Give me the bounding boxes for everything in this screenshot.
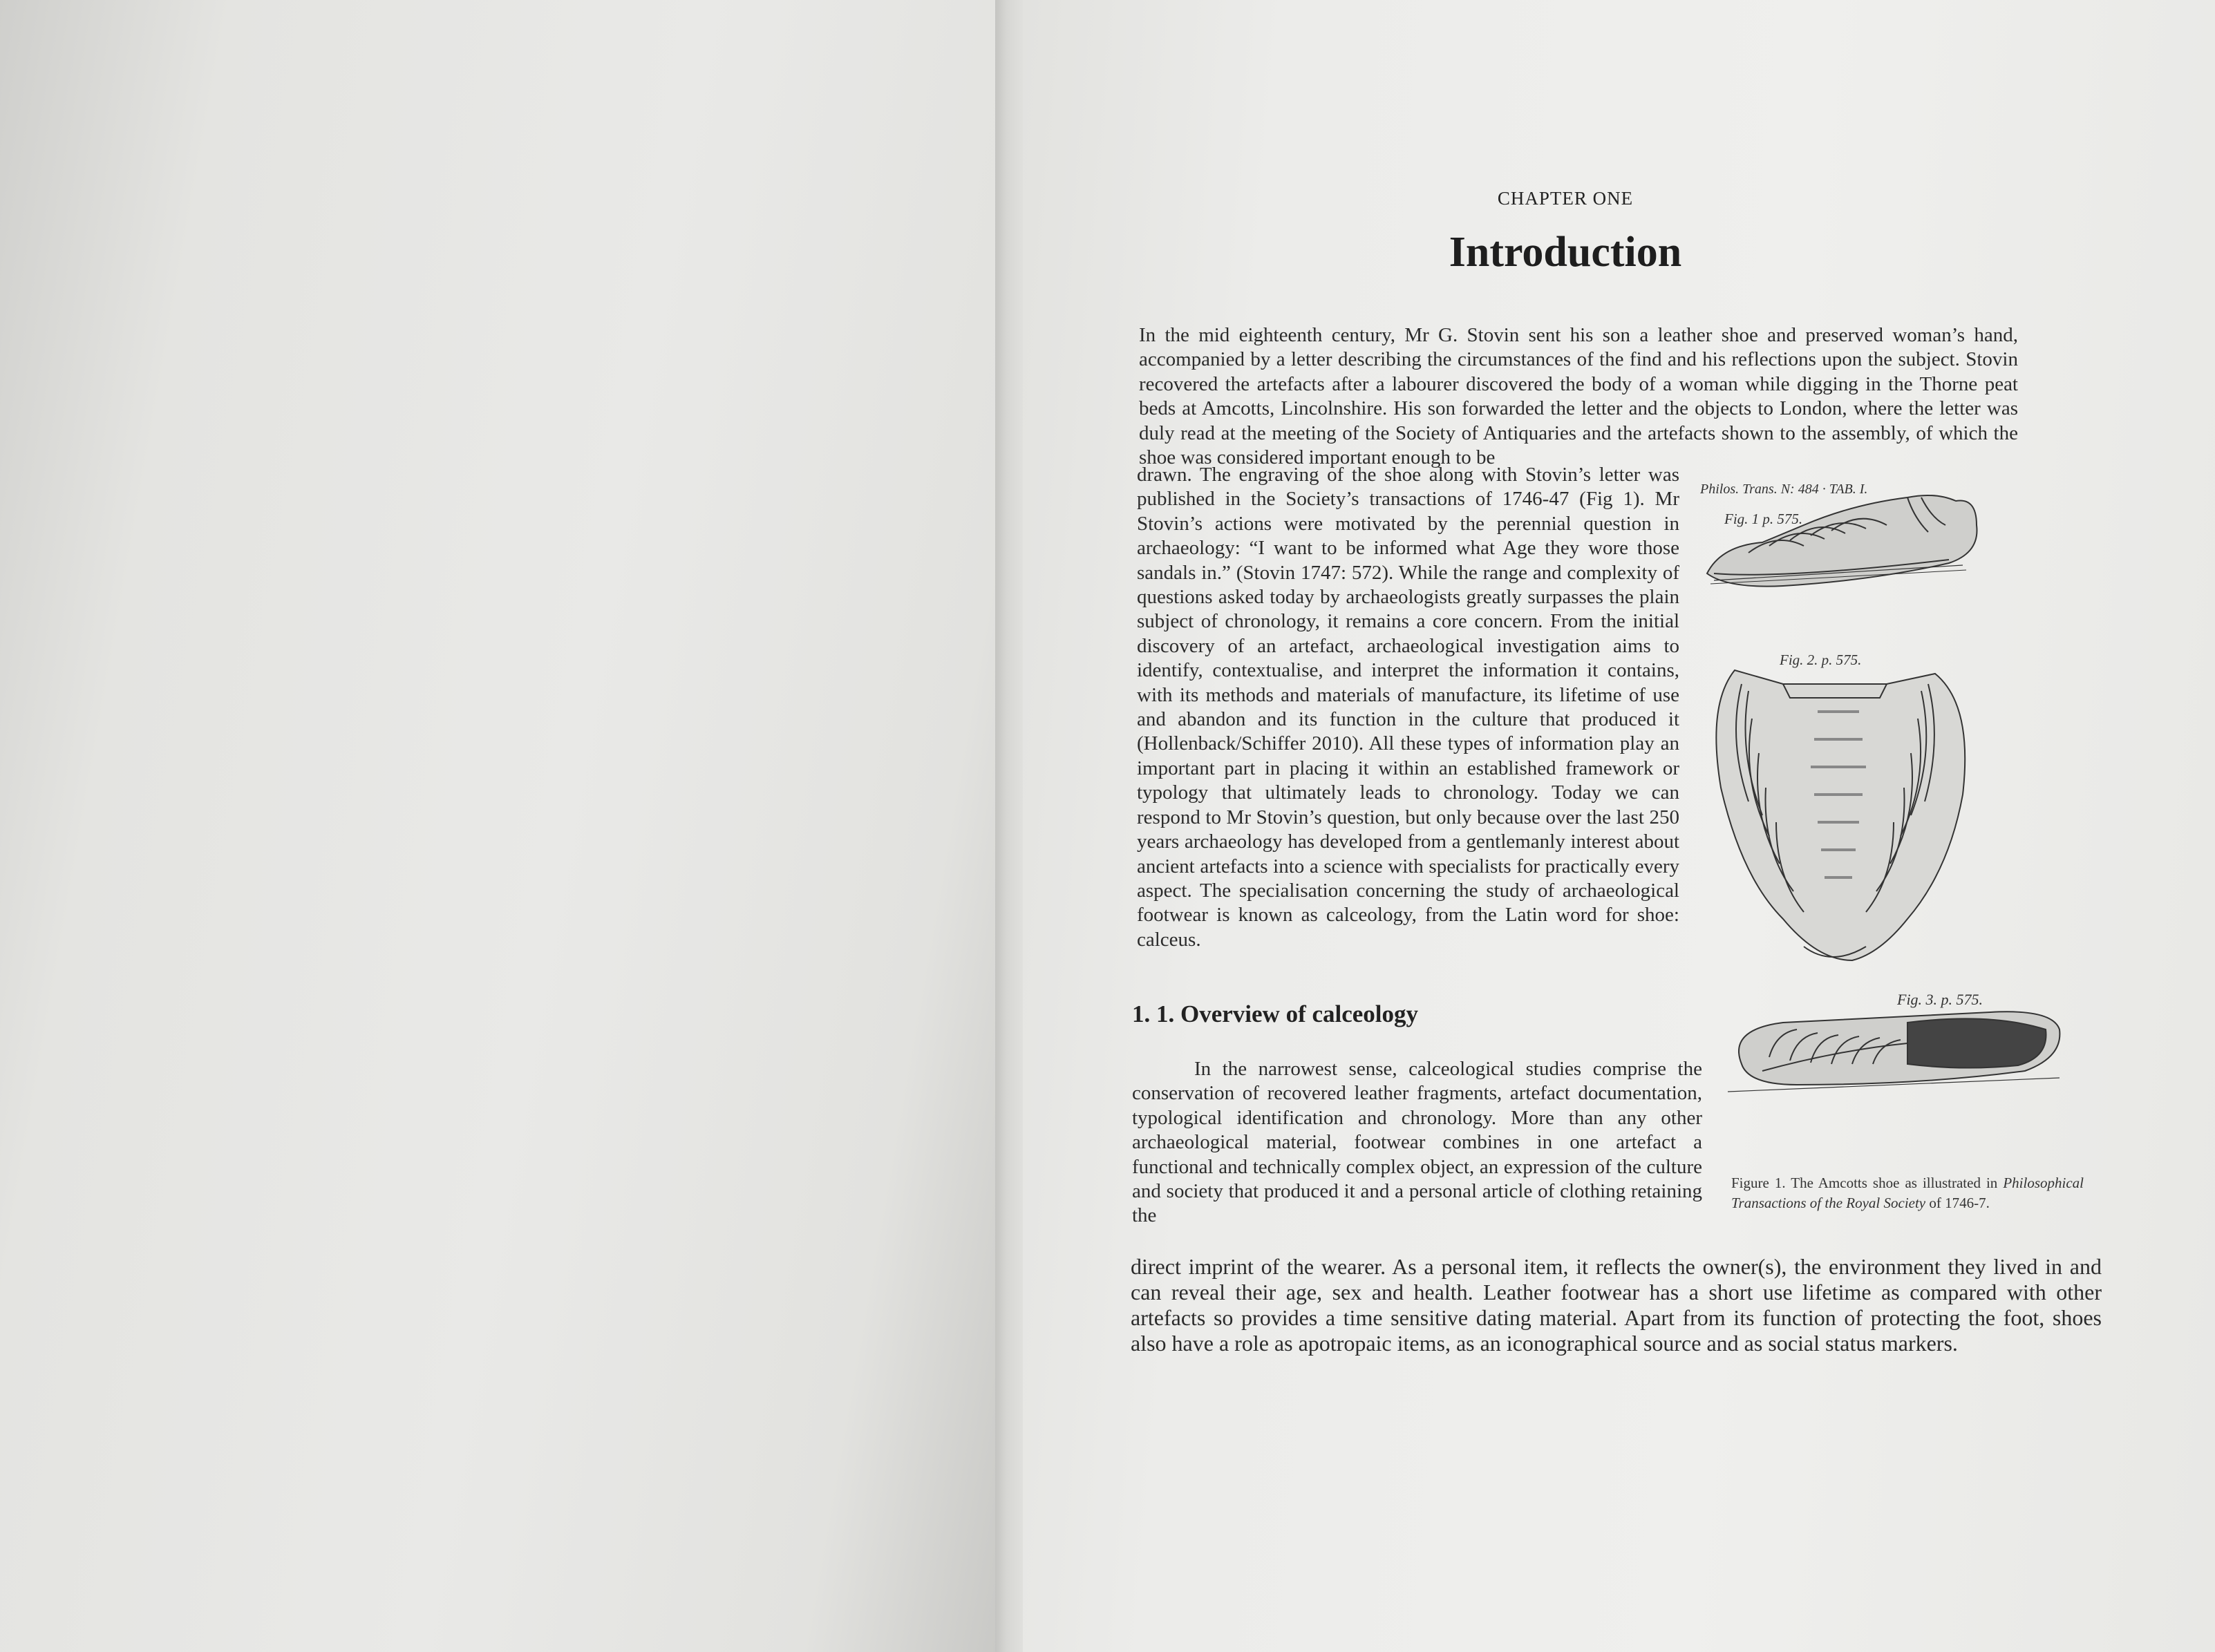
paragraph-calceology-continued: direct imprint of the wearer. As a personal item, it reflects the owner(s), the environment they lived in and can reveal their age, sex and health. Leather footwear has a short use lifetime as compared with other artefacts so provides a time sensitive dating material. Apart from its function of protecting the foot, shoes also have a role as apotropaic items, as an iconographical source and as social status markers. [1131, 1254, 2102, 1356]
paragraph-engraving: drawn. The engraving of the shoe along with Stovin’s letter was published in the Society’s transactions of 1746-47 (Fig 1). Mr Stovin’s actions were motivated by the perennial question in archaeology: “I want to be informed what Age they wore those sandals in.” (Stovin 1747: 572). While the range and complexity of questions asked today by archaeologists greatly surpasses the plain subject of chronology, it remains a core concern. From the initial discovery of an artefact, archaeological investigation aims to identify, contextualise, and interpret the information it contains, with its methods and materials of manufacture, its lifetime of use and abandon and its function in the culture that produced it (Hollenback/Schiffer 2010). All these types of information play an important part in placing it within an established framework or typology that ultimately leads to chronology. Today we can respond to Mr Stovin’s question, but only because over the last 250 years archaeology has developed from a gentlemanly interest about ancient artefacts into a science with specialists for practically every aspect. The specialisation concerning the study of archaeological footwear is known as calceology, from the Latin word for shoe: calceus. [1137, 464, 1679, 951]
chapter-title: Introduction [1449, 229, 1682, 276]
caption-journal: Philosophical Transactions of the Royal Society [1731, 1175, 2084, 1211]
fig2-label: Fig. 2. p. 575. [1780, 652, 1862, 668]
figure-amcotts-shoe [1700, 477, 2094, 1244]
shoe-side-view [1707, 495, 1977, 587]
caption-suffix: of 1746-7. [1925, 1195, 1990, 1211]
chapter-label: CHAPTER ONE [1497, 188, 1634, 209]
shoe-engraving-illustration [1700, 477, 2094, 1168]
paragraph-calceology: In the narrowest sense, calceological studies comprise the conservation of recovered leather fragments, artefact documentation, typological identification and chronology. More than any other archaeological material, footwear combines in one artefact a functional and technically complex object, an expression of the culture and society that produced it and a personal article of clothing retaining the [1132, 1058, 1702, 1227]
shoe-flat-view [1716, 670, 1965, 960]
paragraph-intro: In the mid eighteenth century, Mr G. Stovin sent his son a leather shoe and preserved woman’s hand, accompanied by a letter describing the circumstances of the find and his reflections upon the subject. Stovin recovered the artefacts after a labourer discovered the body of a woman while digging in the Thorne peat beds at Amcotts, Lincolnshire. His son forwarded the letter and the objects to London, where the letter was duly read at the meeting of the Society of Antiquaries and the artefacts shown to the assembly, of which the shoe was considered important enough to be [1139, 324, 2018, 469]
caption-prefix: Figure 1. The Amcotts shoe as illustrated in [1731, 1175, 2004, 1191]
book-gutter [995, 0, 1023, 1652]
fig3-label: Fig. 3. p. 575. [1897, 991, 1983, 1008]
shoe-top-view [1728, 1012, 2060, 1092]
plate-header: Philos. Trans. N: 484 · TAB. I. [1700, 482, 1868, 497]
section-heading: 1. 1. Overview of calceology [1132, 1000, 1419, 1027]
fig1-label: Fig. 1 p. 575. [1724, 511, 1803, 527]
figure-caption [1731, 1173, 2084, 1213]
left-blank-page [0, 0, 995, 1652]
